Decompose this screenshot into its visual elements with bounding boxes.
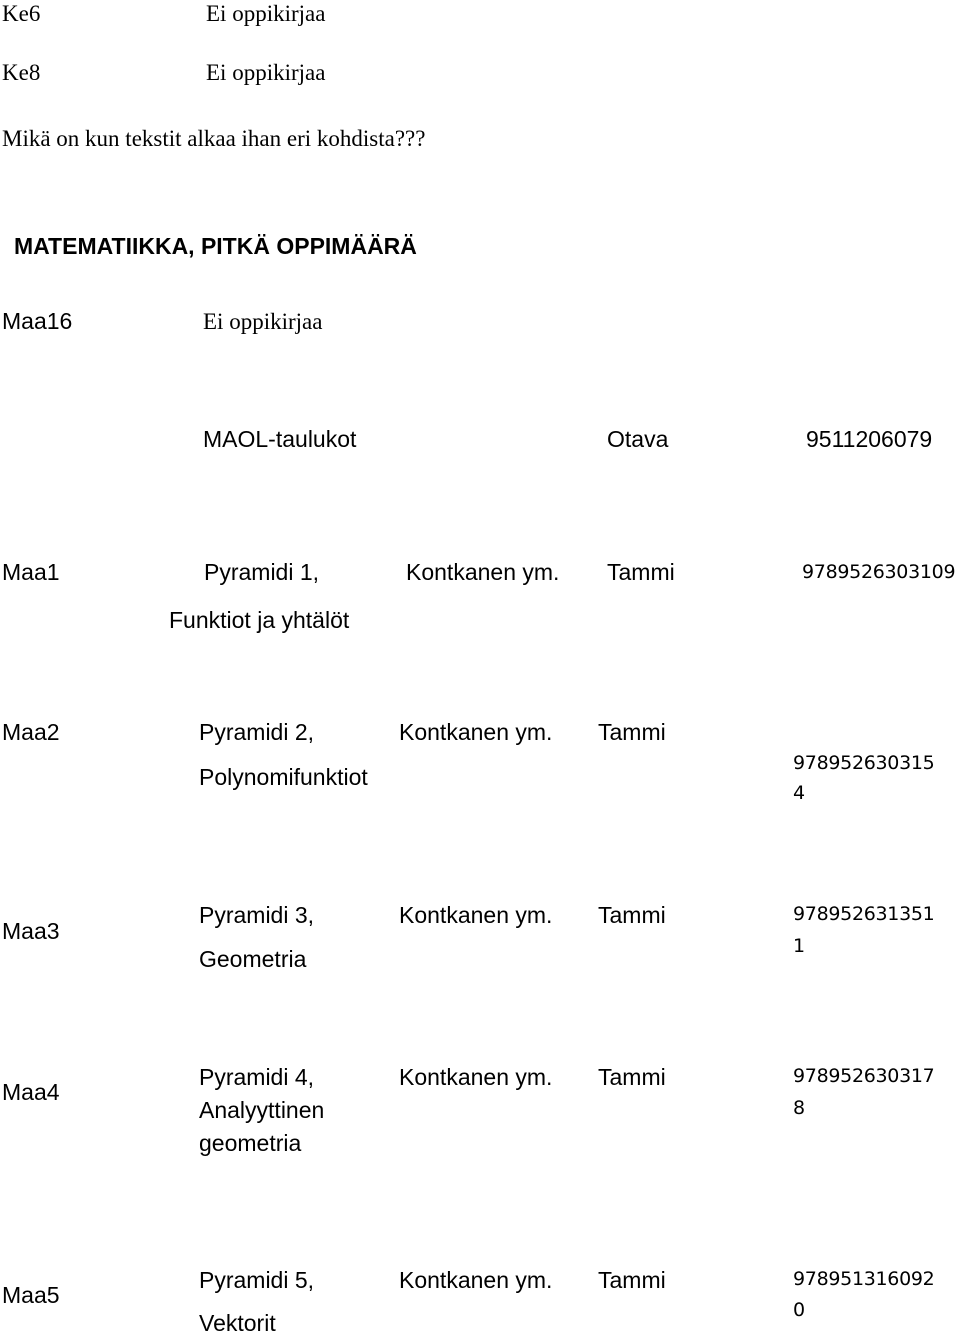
book-title-line: Pyramidi 5, — [199, 1267, 315, 1293]
book-status: Ei oppikirjaa — [206, 1, 326, 26]
book-title-line: Pyramidi 4, — [199, 1064, 315, 1090]
publisher: Tammi — [598, 1064, 666, 1090]
book-status: Ei oppikirjaa — [206, 60, 326, 85]
publisher: Tammi — [598, 719, 666, 745]
isbn-line: 978952630317 — [793, 1065, 935, 1087]
course-code: Maa2 — [2, 719, 60, 745]
course-code: Maa3 — [2, 918, 60, 944]
authors: Kontkanen ym. — [399, 1064, 553, 1090]
book-title-line: Funktiot ja yhtälöt — [169, 607, 350, 633]
book-title-line: Pyramidi 3, — [199, 902, 315, 928]
section-heading: MATEMATIIKKA, PITKÄ OPPIMÄÄRÄ — [14, 233, 417, 259]
publisher: Otava — [607, 426, 669, 452]
isbn: 9789526303109 — [802, 561, 956, 583]
isbn-line: 978951316092 — [793, 1268, 935, 1290]
isbn-line: 0 — [793, 1299, 805, 1321]
isbn-line: 1 — [793, 935, 805, 957]
authors: Kontkanen ym. — [406, 559, 560, 585]
isbn-line: 978952630315 — [793, 752, 935, 774]
book-title-line: Polynomifunktiot — [199, 764, 368, 790]
book-title-line: Geometria — [199, 946, 307, 972]
publisher: Tammi — [607, 559, 675, 585]
authors: Kontkanen ym. — [399, 902, 553, 928]
publisher: Tammi — [598, 1267, 666, 1293]
authors: Kontkanen ym. — [399, 719, 553, 745]
book-title-line: Pyramidi 2, — [199, 719, 315, 745]
course-code: Ke6 — [2, 1, 41, 26]
course-code: Maa16 — [2, 308, 73, 334]
course-code: Maa5 — [2, 1282, 60, 1308]
publisher: Tammi — [598, 902, 666, 928]
book-title-line: geometria — [199, 1130, 302, 1156]
book-status: Ei oppikirjaa — [203, 309, 323, 334]
isbn-line: 8 — [793, 1097, 805, 1119]
course-code: Maa1 — [2, 559, 60, 585]
course-code: Ke8 — [2, 60, 41, 85]
book-title-line: Pyramidi 1, — [204, 559, 320, 585]
isbn-line: 4 — [793, 782, 805, 804]
book-title-line: Analyyttinen — [199, 1097, 325, 1123]
book-title-line: Vektorit — [199, 1310, 276, 1336]
note-text: Mikä on kun tekstit alkaa ihan eri kohdista??? — [2, 126, 426, 151]
isbn-line: 978952631351 — [793, 903, 935, 925]
book-title: MAOL-taulukot — [203, 426, 357, 452]
authors: Kontkanen ym. — [399, 1267, 553, 1293]
isbn: 9511206079 — [806, 426, 933, 452]
course-code: Maa4 — [2, 1079, 60, 1105]
